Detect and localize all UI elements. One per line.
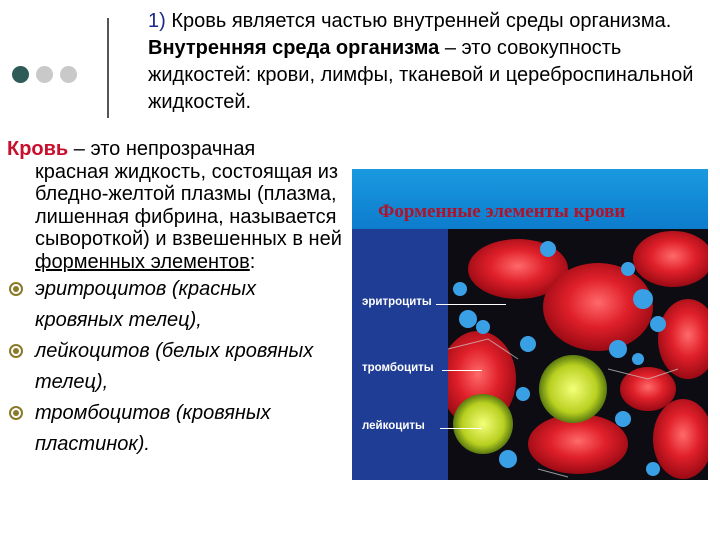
colon: : <box>249 250 256 273</box>
dot-light <box>36 66 53 83</box>
label-platelets: тромбоциты <box>362 362 434 374</box>
list-item-text: тромбоцитов (кровяных пластинок). <box>35 401 271 455</box>
title-text-2: – это совокупность жидкостей: крови, лимфы, тканевой и цереброспинальной жидкостей. <box>148 37 694 113</box>
label-leukocytes: лейкоциты <box>362 420 425 432</box>
bullet-icon <box>9 406 23 420</box>
list-item <box>7 274 347 336</box>
slide-title <box>148 8 708 116</box>
bullet-list <box>7 274 347 460</box>
title-number: 1) <box>148 10 166 32</box>
title-bold-term: Внутренняя среда организма <box>148 37 440 59</box>
label-pointer <box>440 428 482 429</box>
list-item <box>7 336 347 398</box>
list-item-text: лейкоцитов (белых кровяных телец), <box>35 339 314 393</box>
list-item <box>7 398 347 460</box>
lead-text: – это непрозрачная <box>68 138 256 160</box>
bullet-icon <box>9 344 23 358</box>
label-pointer <box>442 370 482 371</box>
body-text <box>7 138 347 460</box>
figure-title: Форменные элементы крови <box>378 201 626 222</box>
list-item-text: эритроцитов (красных кровяных телец), <box>35 277 256 331</box>
term-blood: Кровь <box>7 138 69 160</box>
blood-cells-figure <box>352 169 708 480</box>
title-text-1: Кровь является частью внутренней среды организма. <box>165 10 672 32</box>
label-erythrocytes: эритроциты <box>362 296 432 308</box>
divider-line <box>107 18 109 118</box>
label-pointer <box>436 304 506 305</box>
definition-body: красная жидкость, состоящая из бледно-желтой плазмы (плазма, лишенная фибрина, называется сывороткой) и взвешенных в ней <box>35 160 342 251</box>
dot-light <box>60 66 77 83</box>
decor-dots <box>12 66 77 83</box>
bullet-icon <box>9 282 23 296</box>
dot-dark <box>12 66 29 83</box>
definition-text <box>7 161 347 274</box>
micrograph-image <box>448 229 708 480</box>
formed-elements-term: форменных элементов <box>35 250 250 273</box>
micrograph-illustration <box>448 229 708 480</box>
definition-lead <box>7 138 347 161</box>
